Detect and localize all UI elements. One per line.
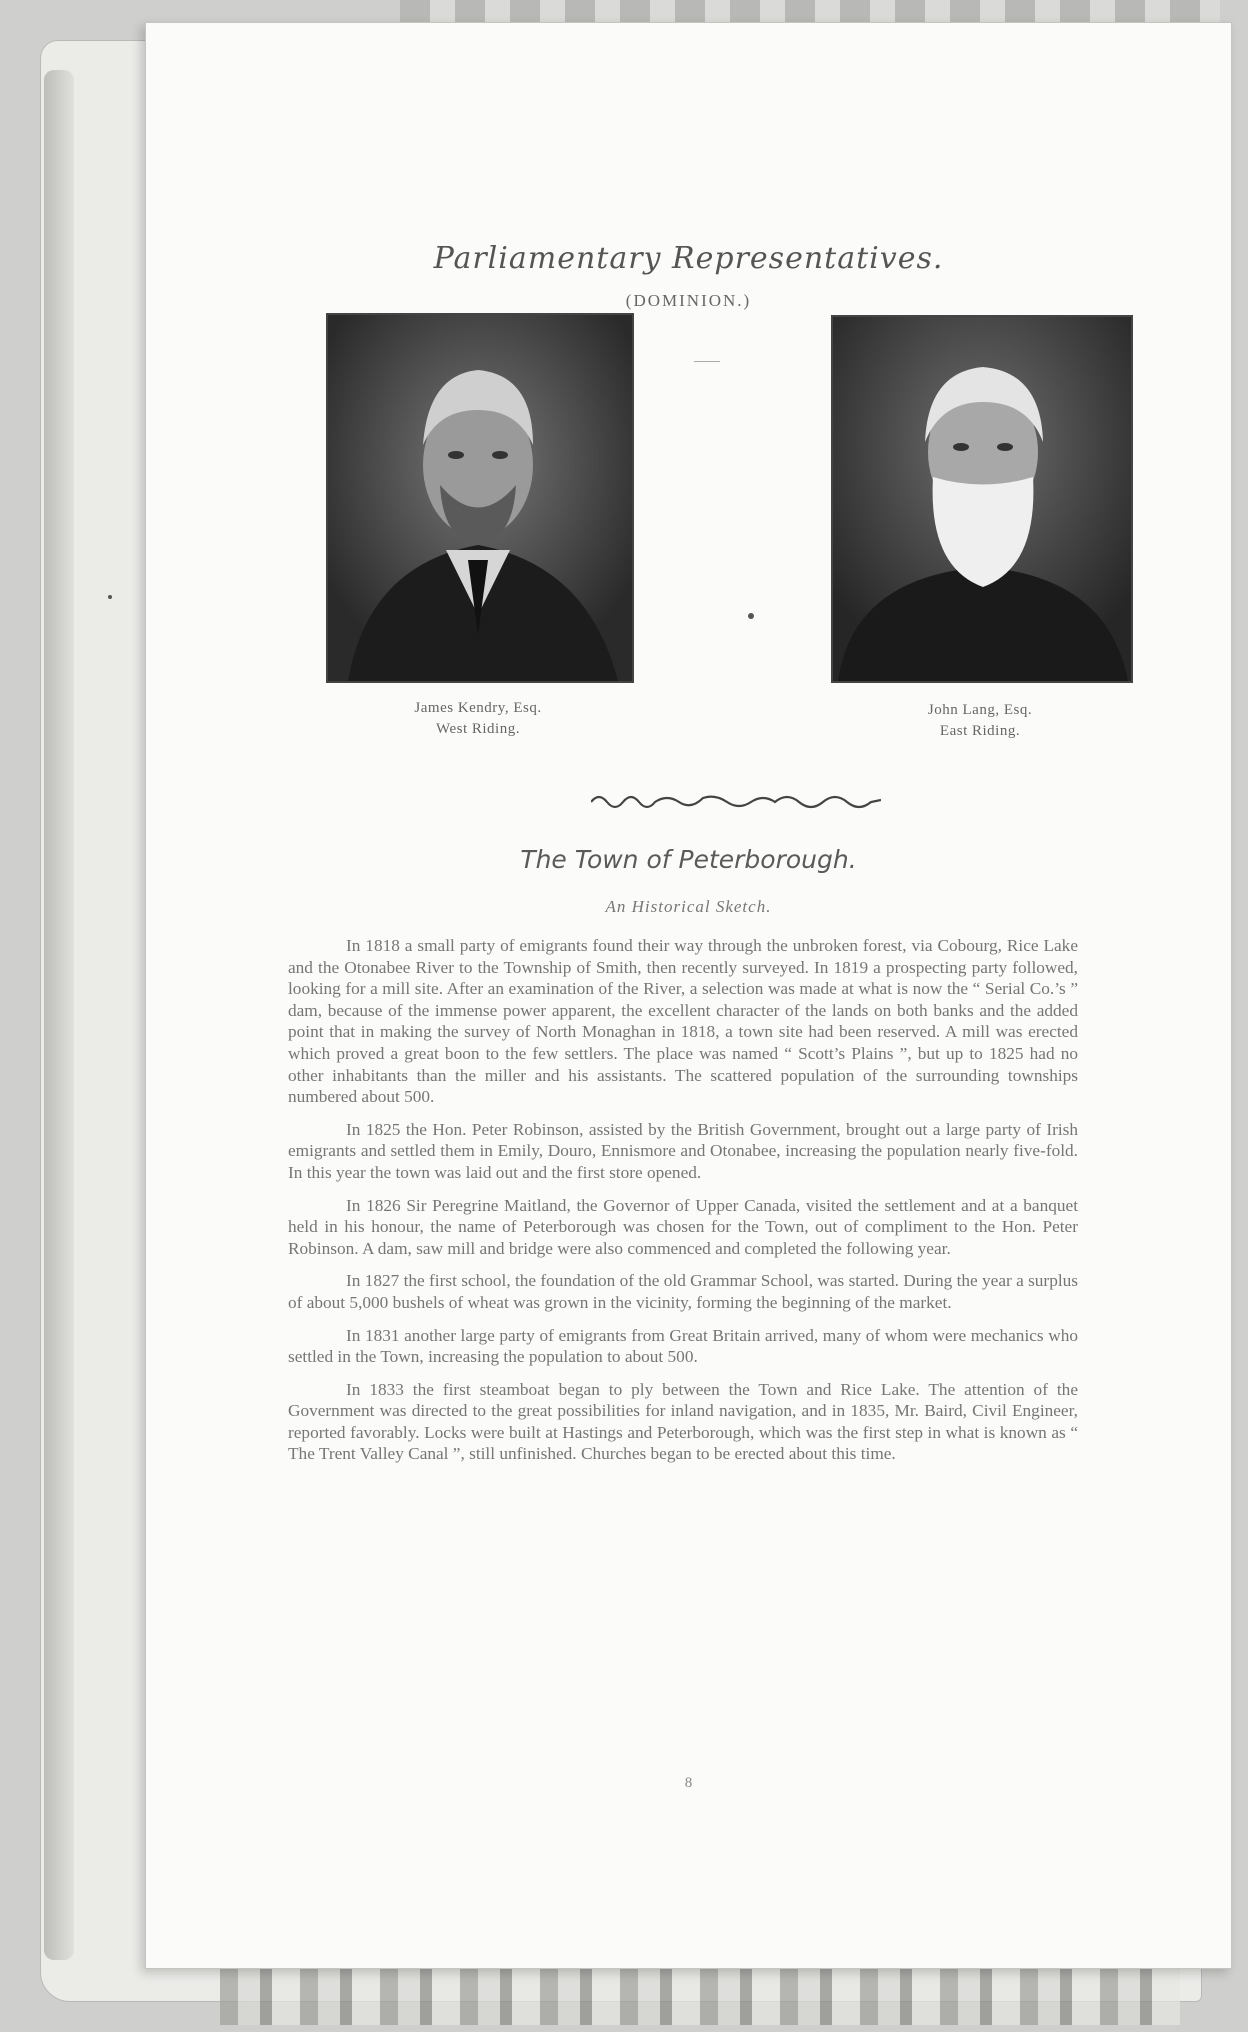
speck (748, 613, 754, 619)
speck (108, 595, 112, 599)
torn-top-edge (400, 0, 1220, 22)
caption-lang (831, 700, 1129, 742)
document-page (145, 22, 1232, 1969)
portrait-photo-kendry (326, 313, 634, 683)
page-edge-shadow (44, 70, 74, 1960)
page-title: Parliamentary Representatives. (433, 241, 944, 276)
caption-kendry (326, 698, 630, 740)
portrait-illustration (328, 315, 632, 681)
paragraph: In 1827 the first school, the foundation of the old Grammar School, was started. During the year a surplus of about 5,000 bushels of wheat was grown in the vicinity, forming the beginning of the market. (288, 1271, 1078, 1312)
paragraph: In 1833 the first steamboat began to ply between the Town and Rice Lake. The attention of the Government was directed to the great possibilities for inland navigation, and in 1835, Mr. Baird, Civil Engineer, reported favorably. Locks were built at Hastings and Peterborough, which was the first step in what is known as “ The Trent Valley Canal ”, still unfinished. Churches began to be erected about this time. (288, 1379, 1078, 1464)
article-subtitle: An Historical Sketch. (605, 897, 772, 916)
paragraph: In 1825 the Hon. Peter Robinson, assisted by the British Government, brought out a large party of Irish emigrants and settled them in Emily, Douro, Ennismore and Otonabee, increasing the population nearly five-fold. In this year the town was laid out and the first store opened. (288, 1119, 1078, 1182)
decorative-squiggle-divider (591, 790, 881, 812)
caption-riding: West Riding. (436, 721, 520, 737)
paragraph: In 1826 Sir Peregrine Maitland, the Governor of Upper Canada, visited the settlement and at a banquet held in his honour, the name of Peterborough was chosen for the Town, out of compliment to the Hon. Peter Robinson. A dam, saw mill and bridge were also commenced and completed the following year. (288, 1195, 1078, 1258)
caption-name: James Kendry, Esq. (414, 700, 542, 716)
article-body (288, 935, 1078, 1476)
portrait-illustration (833, 317, 1131, 681)
caption-name: John Lang, Esq. (927, 702, 1033, 718)
page-subtitle: (DOMINION.) (625, 291, 752, 310)
page-number: 8 (684, 1775, 693, 1791)
caption-riding: East Riding. (939, 723, 1021, 739)
divider-dash (694, 361, 720, 362)
paragraph: In 1831 another large party of emigrants from Great Britain arrived, many of whom were mechanics who settled in the Town, increasing the population to about 500. (288, 1325, 1078, 1367)
paragraph: In 1818 a small party of emigrants found their way through the unbroken forest, via Cobourg, Rice Lake and the Otonabee River to the Township of Smith, then recently surveyed. In 1819 a prospecting party followed, looking for a mill site. After an examination of the River, a selection was made at what is now the “ Serial Co.’s ” dam, because of the immense power apparent, the excellent character of the lands on both banks and the added point that in making the survey of North Monaghan in 1818, a town site had been reserved. A mill was erected which proved a great boon to the few settlers. The place was named “ Scott’s Plains ”, but up to 1825 had no other inhabitants than the miller and his assistants. The scattered population of the surrounding townships numbered about 500. (288, 936, 1078, 1107)
article-title: The Town of Peterborough. (520, 845, 857, 874)
portrait-photo-lang (831, 315, 1133, 683)
